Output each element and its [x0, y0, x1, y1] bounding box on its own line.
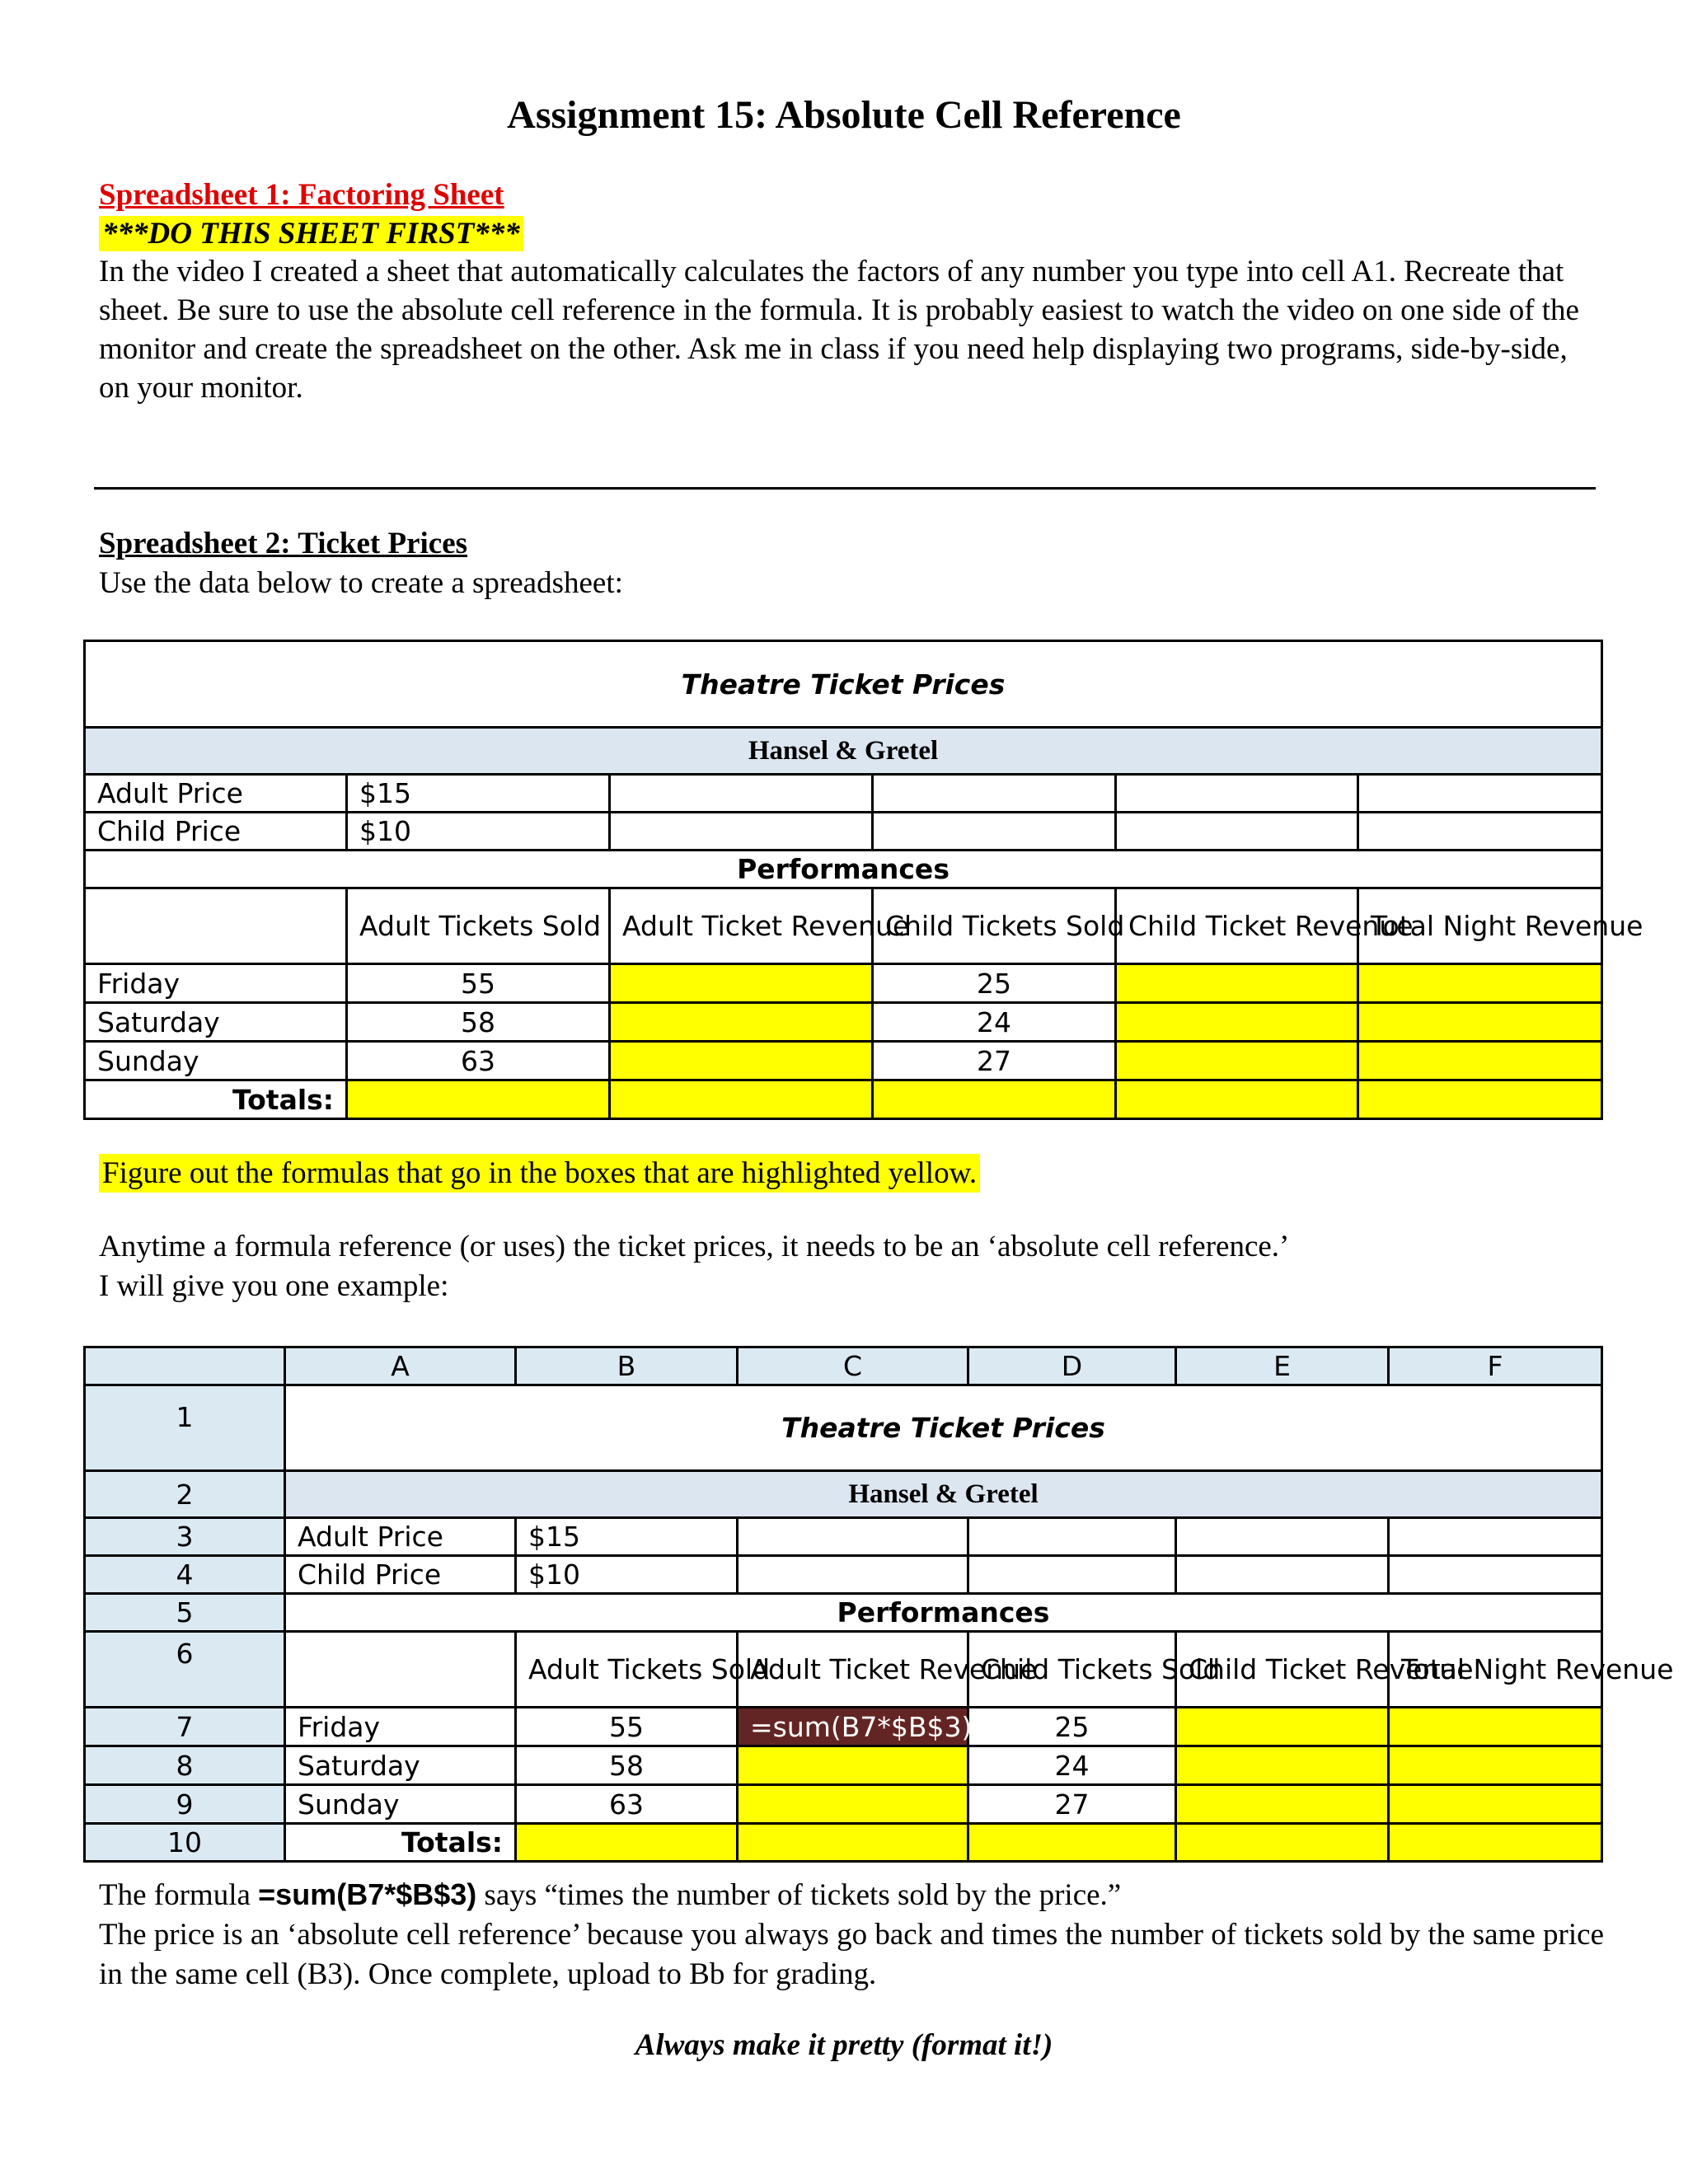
performances-header: Performances: [285, 1594, 1602, 1632]
empty-cell: [968, 1556, 1176, 1594]
spreadsheet2-intro: Use the data below to create a spreadsheet:: [99, 566, 623, 600]
highlight-cell: [610, 1080, 873, 1119]
day-label: Friday: [85, 964, 347, 1003]
highlight-cell: [1389, 1746, 1602, 1785]
highlight-cell: [873, 1080, 1116, 1119]
corner-cell: [85, 1347, 285, 1385]
day-label: Saturday: [285, 1746, 516, 1785]
highlight-cell: [1176, 1824, 1389, 1862]
adult-price-value: $15: [347, 775, 610, 813]
totals-label: Totals:: [85, 1080, 347, 1119]
adult-price-value: $15: [516, 1518, 738, 1556]
col-header: Child Tickets Sold: [968, 1632, 1176, 1708]
column-header: A: [285, 1347, 516, 1385]
highlight-cell: [610, 1003, 873, 1042]
formula-explanation-body: The price is an ‘absolute cell reference’ because you always go back and times the number of tickets sold by the same price in the same cell (B3). Once complete, upload to Bb for grading.: [99, 1918, 1604, 1991]
table-row: [85, 1746, 1602, 1785]
row-number: 6: [85, 1632, 285, 1708]
child-sold: 27: [968, 1785, 1176, 1824]
col-header: Total Night Revenue: [1389, 1632, 1602, 1708]
column-header: F: [1389, 1347, 1602, 1385]
highlight-cell: [610, 964, 873, 1003]
row-number: 5: [85, 1594, 285, 1632]
day-label: Sunday: [285, 1785, 516, 1824]
child-sold: 27: [873, 1042, 1116, 1080]
absolute-reference-note: [99, 1227, 1289, 1306]
spreadsheet1-heading: Spreadsheet 1: Factoring Sheet: [99, 178, 504, 212]
spreadsheet1-note: ***DO THIS SHEET FIRST***: [99, 216, 523, 251]
child-price-label: Child Price: [285, 1556, 516, 1594]
highlight-cell: [738, 1824, 968, 1862]
absolute-note-line: I will give you one example:: [99, 1269, 449, 1303]
table-row: [85, 1708, 1602, 1746]
formula-prefix: The formula: [99, 1878, 251, 1912]
ticket-prices-table: [83, 640, 1643, 1120]
empty-cell: [738, 1518, 968, 1556]
row-number: 8: [85, 1746, 285, 1785]
spreadsheet1-body: In the video I created a sheet that automatically calculates the factors of any number you type into cell A1. Recreate that sheet. Be sure to use the absolute cell reference in the formula. It is probably easiest to watch the video on one side of the monitor and create the spreadsheet on the other. Ask me in class if you need help displaying two programs, side-by-side, on your monitor.: [99, 255, 1579, 405]
table-title: Theatre Ticket Prices: [285, 1385, 1602, 1471]
empty-cell: [738, 1556, 968, 1594]
empty-cell: [1176, 1518, 1389, 1556]
empty-cell: [1389, 1518, 1602, 1556]
spreadsheet2-heading: Spreadsheet 2: Ticket Prices: [99, 527, 468, 560]
performances-header: Performances: [85, 851, 1602, 888]
highlight-cell: [1116, 1003, 1358, 1042]
empty-cell: [1358, 775, 1602, 813]
column-header: C: [738, 1347, 968, 1385]
table-row: [85, 964, 1602, 1003]
adult-price-label: Adult Price: [285, 1518, 516, 1556]
formula-explanation-line: [99, 1877, 1121, 1913]
example-formula-cell: =sum(B7*$B$3): [738, 1708, 968, 1746]
table-title: Theatre Ticket Prices: [85, 641, 1602, 728]
day-label: Friday: [285, 1708, 516, 1746]
section-divider: [94, 487, 1596, 490]
highlight-cell: [1176, 1785, 1389, 1824]
table-row: [85, 1003, 1602, 1042]
highlight-cell: [1389, 1785, 1602, 1824]
row-number: 2: [85, 1471, 285, 1518]
highlight-cell: [738, 1785, 968, 1824]
adult-sold: 58: [347, 1003, 610, 1042]
highlight-instruction: Figure out the formulas that go in the boxes that are highlighted yellow.: [99, 1154, 980, 1193]
child-price-label: Child Price: [85, 813, 347, 851]
col-header: Adult Tickets Sold: [516, 1632, 738, 1708]
empty-cell: [1116, 775, 1358, 813]
adult-sold: 58: [516, 1746, 738, 1785]
adult-sold: 63: [347, 1042, 610, 1080]
child-price-value: $10: [347, 813, 610, 851]
adult-sold: 55: [516, 1708, 738, 1746]
highlight-cell: [1358, 1003, 1602, 1042]
row-number: 3: [85, 1518, 285, 1556]
table-row: [85, 1785, 1602, 1824]
highlight-cell: [1358, 964, 1602, 1003]
absolute-note-line: Anytime a formula reference (or uses) the ticket prices, it needs to be an ‘absolute cell reference.’: [99, 1230, 1290, 1263]
child-sold: 24: [873, 1003, 1116, 1042]
col-header: Adult Tickets Sold: [347, 888, 610, 964]
empty-cell: [610, 813, 873, 851]
highlight-cell: [738, 1746, 968, 1785]
empty-cell: [1176, 1556, 1389, 1594]
highlight-cell: [1116, 1080, 1358, 1119]
adult-sold: 63: [516, 1785, 738, 1824]
child-sold: 24: [968, 1746, 1176, 1785]
col-header: Total Night Revenue: [1358, 888, 1602, 964]
empty-cell: [285, 1632, 516, 1708]
highlight-cell: [1116, 964, 1358, 1003]
table-subtitle: Hansel & Gretel: [85, 728, 1602, 775]
formula-suffix: says “times the number of tickets sold by the price.”: [484, 1878, 1122, 1912]
highlight-cell: [1176, 1708, 1389, 1746]
example-spreadsheet: [83, 1346, 1674, 1863]
row-number: 7: [85, 1708, 285, 1746]
empty-cell: [873, 813, 1116, 851]
highlight-cell: [610, 1042, 873, 1080]
day-label: Saturday: [85, 1003, 347, 1042]
child-sold: 25: [968, 1708, 1176, 1746]
adult-price-label: Adult Price: [85, 775, 347, 813]
empty-cell: [610, 775, 873, 813]
day-label: Sunday: [85, 1042, 347, 1080]
adult-sold: 55: [347, 964, 610, 1003]
empty-cell: [1358, 813, 1602, 851]
empty-cell: [85, 888, 347, 964]
highlight-cell: [347, 1080, 610, 1119]
row-number: 10: [85, 1824, 285, 1862]
page-title: Assignment 15: Absolute Cell Reference: [507, 93, 1181, 137]
highlight-cell: [1389, 1708, 1602, 1746]
child-price-value: $10: [516, 1556, 738, 1594]
col-header: Child Ticket Revenue: [1176, 1632, 1389, 1708]
highlight-cell: [968, 1824, 1176, 1862]
formula-text: =sum(B7*$B$3): [258, 1877, 477, 1911]
column-header: E: [1176, 1347, 1389, 1385]
empty-cell: [968, 1518, 1176, 1556]
totals-row: [85, 1080, 1602, 1119]
column-header: D: [968, 1347, 1176, 1385]
col-header: Adult Ticket Revenue: [610, 888, 873, 964]
closing-note: Always make it pretty (format it!): [635, 2028, 1053, 2062]
col-header: Child Tickets Sold: [873, 888, 1116, 964]
totals-label: Totals:: [285, 1824, 516, 1862]
col-header: Child Ticket Revenue: [1116, 888, 1358, 964]
row-number: 4: [85, 1556, 285, 1594]
highlight-cell: [1176, 1746, 1389, 1785]
table-row: [85, 1042, 1602, 1080]
highlight-cell: [1358, 1042, 1602, 1080]
row-number: 9: [85, 1785, 285, 1824]
table-subtitle: Hansel & Gretel: [285, 1471, 1602, 1518]
empty-cell: [873, 775, 1116, 813]
row-number: 1: [85, 1385, 285, 1471]
highlight-cell: [516, 1824, 738, 1862]
empty-cell: [1389, 1556, 1602, 1594]
highlight-cell: [1116, 1042, 1358, 1080]
totals-row: [85, 1824, 1602, 1862]
empty-cell: [1116, 813, 1358, 851]
highlight-cell: [1389, 1824, 1602, 1862]
child-sold: 25: [873, 964, 1116, 1003]
column-header: B: [516, 1347, 738, 1385]
highlight-cell: [1358, 1080, 1602, 1119]
col-header: Adult Ticket Revenue: [738, 1632, 968, 1708]
